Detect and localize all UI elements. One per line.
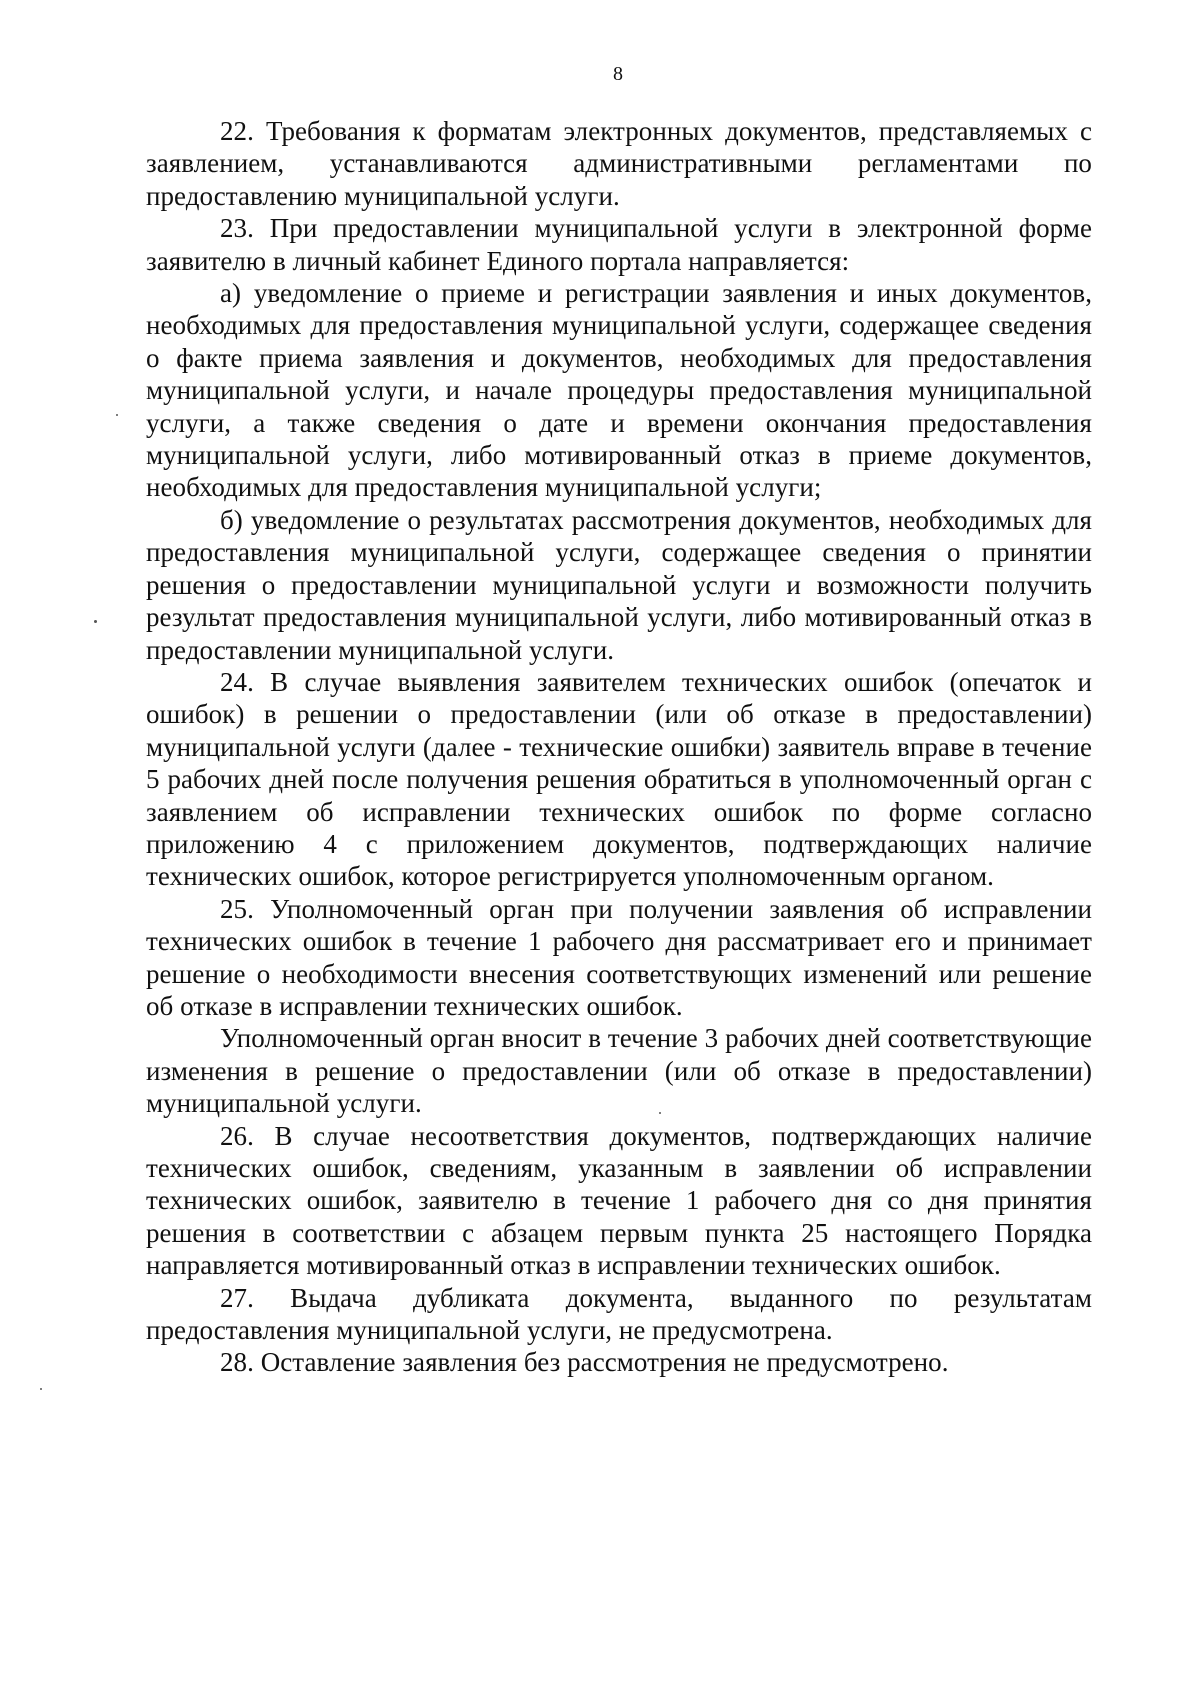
page-number: 8 bbox=[613, 63, 623, 85]
scan-speck bbox=[94, 620, 97, 623]
document-body bbox=[146, 115, 1092, 1379]
paragraph-23: 23. При предоставлении муниципальной услуги в электронной форме заявителю в личный кабинет Единого портала направляется: bbox=[146, 213, 1092, 276]
paragraph-25: 25. Уполномоченный орган при получении заявления об исправлении технических ошибок в течение 1 рабочего дня рассматривает его и принимает решение о необходимости внесения соответствующих изменений или решение об отказе в исправлении технических ошибок. bbox=[146, 893, 1092, 1021]
paragraph-24: 24. В случае выявления заявителем технических ошибок (опечаток и ошибок) в решении о предоставлении (или об отказе в предоставлении) муниципальной услуги (далее - технические ошибки) заявитель вправе в течение 5 рабочих дней после получения решения обратиться в уполномоченный орган с заявлением об исправлении технических ошибок по форме согласно приложению 4 с приложением документов, подтверждающих наличие технических ошибок, которое регистрируется уполномоченным органом. bbox=[146, 666, 1092, 892]
paragraph-25-continued: Уполномоченный орган вносит в течение 3 рабочих дней соответствующие изменения в решение о предоставлении (или об отказе в предоставлении) муниципальной услуги. bbox=[146, 1023, 1092, 1119]
paragraph-23-b: б) уведомление о результатах рассмотрения документов, необходимых для предоставления муниципальной услуги, содержащее сведения о принятии решения о предоставлении муниципальной услуги и возможности получить результат предоставления муниципальной услуги, либо мотивированный отказ в предоставлении муниципальной услуги. bbox=[146, 504, 1092, 665]
paragraph-22: 22. Требования к форматам электронных документов, представляемых с заявлением, устанавливаются административными регламентами по предоставлению муниципальной услуги. bbox=[146, 116, 1092, 211]
scan-speck bbox=[659, 1112, 661, 1114]
scan-speck bbox=[40, 1388, 42, 1390]
scan-speck bbox=[116, 414, 118, 416]
paragraph-27: 27. Выдача дубликата документа, выданного по результатам предоставления муниципальной услуги, не предусмотрена. bbox=[146, 1282, 1092, 1346]
paragraph-28: 28. Оставление заявления без рассмотрения не предусмотрено. bbox=[220, 1347, 949, 1378]
paragraph-26: 26. В случае несоответствия документов, подтверждающих наличие технических ошибок, сведениям, указанным в заявлении об исправлении технических ошибок, заявителю в течение 1 рабочего дня со дня принятия решения в соответствии с абзацем первым пункта 25 настоящего Порядка направляется мотивированный отказ в исправлении технических ошибок. bbox=[146, 1120, 1092, 1281]
paragraph-23-a: а) уведомление о приеме и регистрации заявления и иных документов, необходимых для предоставления муниципальной услуги, содержащее сведения о факте приема заявления и документов, необходимых для предоставления муниципальной услуги, и начале процедуры предоставления муниципальной услуги, а также сведения о дате и времени окончания предоставления муниципальной услуги, либо мотивированный отказ в приеме документов, необходимых для предоставления муниципальной услуги; bbox=[146, 278, 1092, 503]
